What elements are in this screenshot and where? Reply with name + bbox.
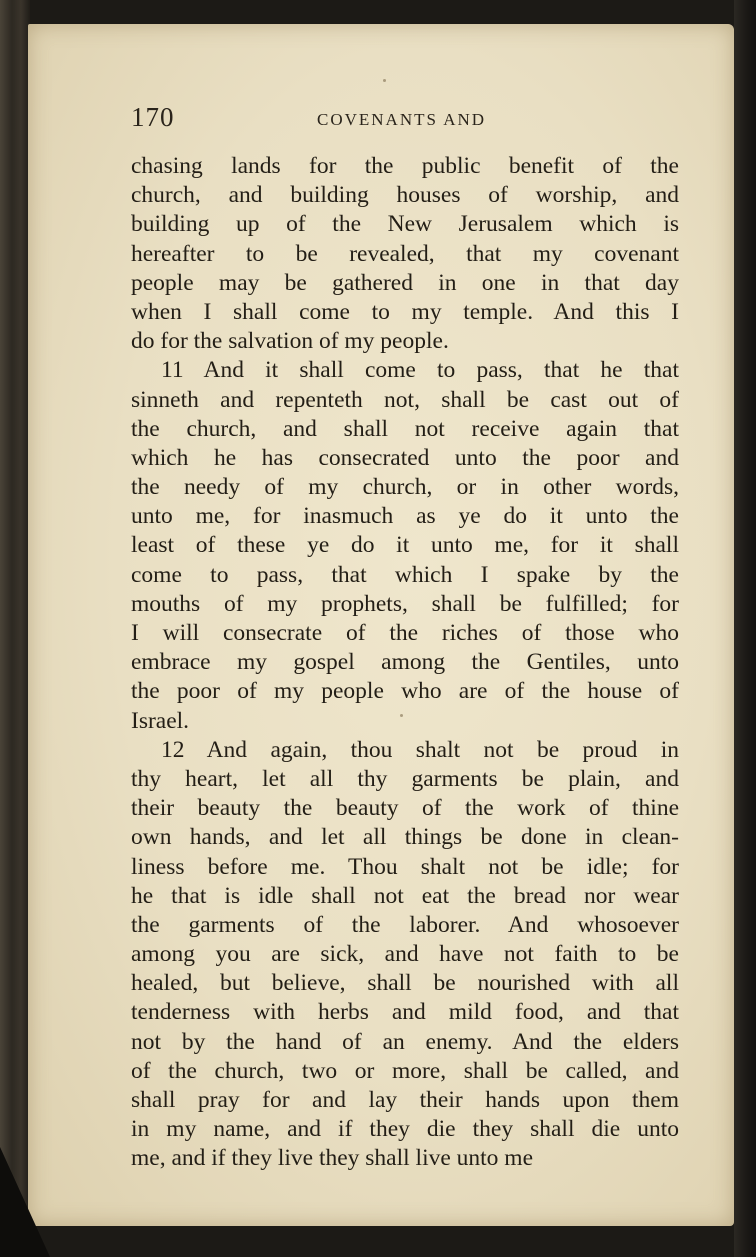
- text-line: 11 And it shall come to pass, that he that: [161, 357, 679, 384]
- paper-speck: [383, 79, 386, 82]
- text-line: in my name, and if they die they shall die unto: [131, 1116, 679, 1143]
- text-line: embrace my gospel among the Gentiles, unto: [131, 649, 679, 676]
- page-number: 170: [131, 102, 175, 132]
- text-line: when I shall come to my temple. And this I: [131, 298, 679, 325]
- text-line: Israel.: [131, 707, 190, 734]
- running-head: COVENANTS AND: [317, 110, 487, 129]
- text-line: people may be gathered in one in that day: [131, 269, 679, 296]
- text-line: not by the hand of an enemy. And the elders: [131, 1028, 679, 1055]
- text-line: hereafter to be revealed, that my covenant: [131, 240, 679, 267]
- text-line: unto me, for inasmuch as ye do it unto the: [131, 503, 679, 530]
- text-line: me, and if they live they shall live unto me: [131, 1145, 534, 1172]
- body-text: [131, 152, 679, 1174]
- book-binding-edge: [0, 0, 30, 1257]
- text-line: tenderness with herbs and mild food, and that: [131, 999, 679, 1026]
- text-line: the garments of the laborer. And whosoever: [131, 911, 679, 938]
- text-line: the church, and shall not receive again that: [131, 415, 679, 442]
- text-line: liness before me. Thou shalt not be idle; for: [131, 853, 679, 880]
- page-header: [131, 98, 679, 138]
- text-line: shall pray for and lay their hands upon them: [131, 1087, 679, 1113]
- text-line: healed, but believe, shall be nourished with all: [131, 970, 679, 997]
- paragraph-verse-12: [131, 736, 679, 1174]
- text-line: building up of the New Jerusalem which is: [131, 211, 679, 238]
- text-line: sinneth and repenteth not, shall be cast out of: [131, 386, 679, 413]
- text-line: come to pass, that which I spake by the: [131, 561, 679, 588]
- text-line: the poor of my people who are of the house of: [131, 678, 679, 705]
- text-line: of the church, two or more, shall be called, and: [131, 1057, 679, 1084]
- text-line: among you are sick, and have not faith to be: [131, 941, 679, 968]
- text-line: do for the salvation of my people.: [131, 328, 449, 355]
- text-line: thy heart, let all thy garments be plain, and: [131, 765, 679, 792]
- paragraph-verse-11: [131, 356, 679, 735]
- text-line: church, and building houses of worship, and: [131, 182, 679, 209]
- paragraph-continuation: [131, 152, 679, 356]
- text-line: their beauty the beauty of the work of thine: [131, 795, 679, 822]
- text-line: the needy of my church, or in other words,: [131, 474, 679, 501]
- text-line: he that is idle shall not eat the bread nor wear: [131, 882, 679, 909]
- text-line: own hands, and let all things be done in clean-: [131, 824, 679, 851]
- text-line: chasing lands for the public benefit of the: [131, 153, 679, 179]
- book-right-edge: [734, 0, 756, 1257]
- text-line: I will consecrate of the riches of those who: [131, 620, 679, 646]
- text-line: which he has consecrated unto the poor and: [131, 444, 679, 471]
- text-line: mouths of my prophets, shall be fulfilled; for: [131, 590, 679, 617]
- text-line: 12 And again, thou shalt not be proud in: [161, 736, 679, 763]
- page-corner-shadow: [0, 1147, 50, 1257]
- text-line: least of these ye do it unto me, for it shall: [131, 532, 679, 559]
